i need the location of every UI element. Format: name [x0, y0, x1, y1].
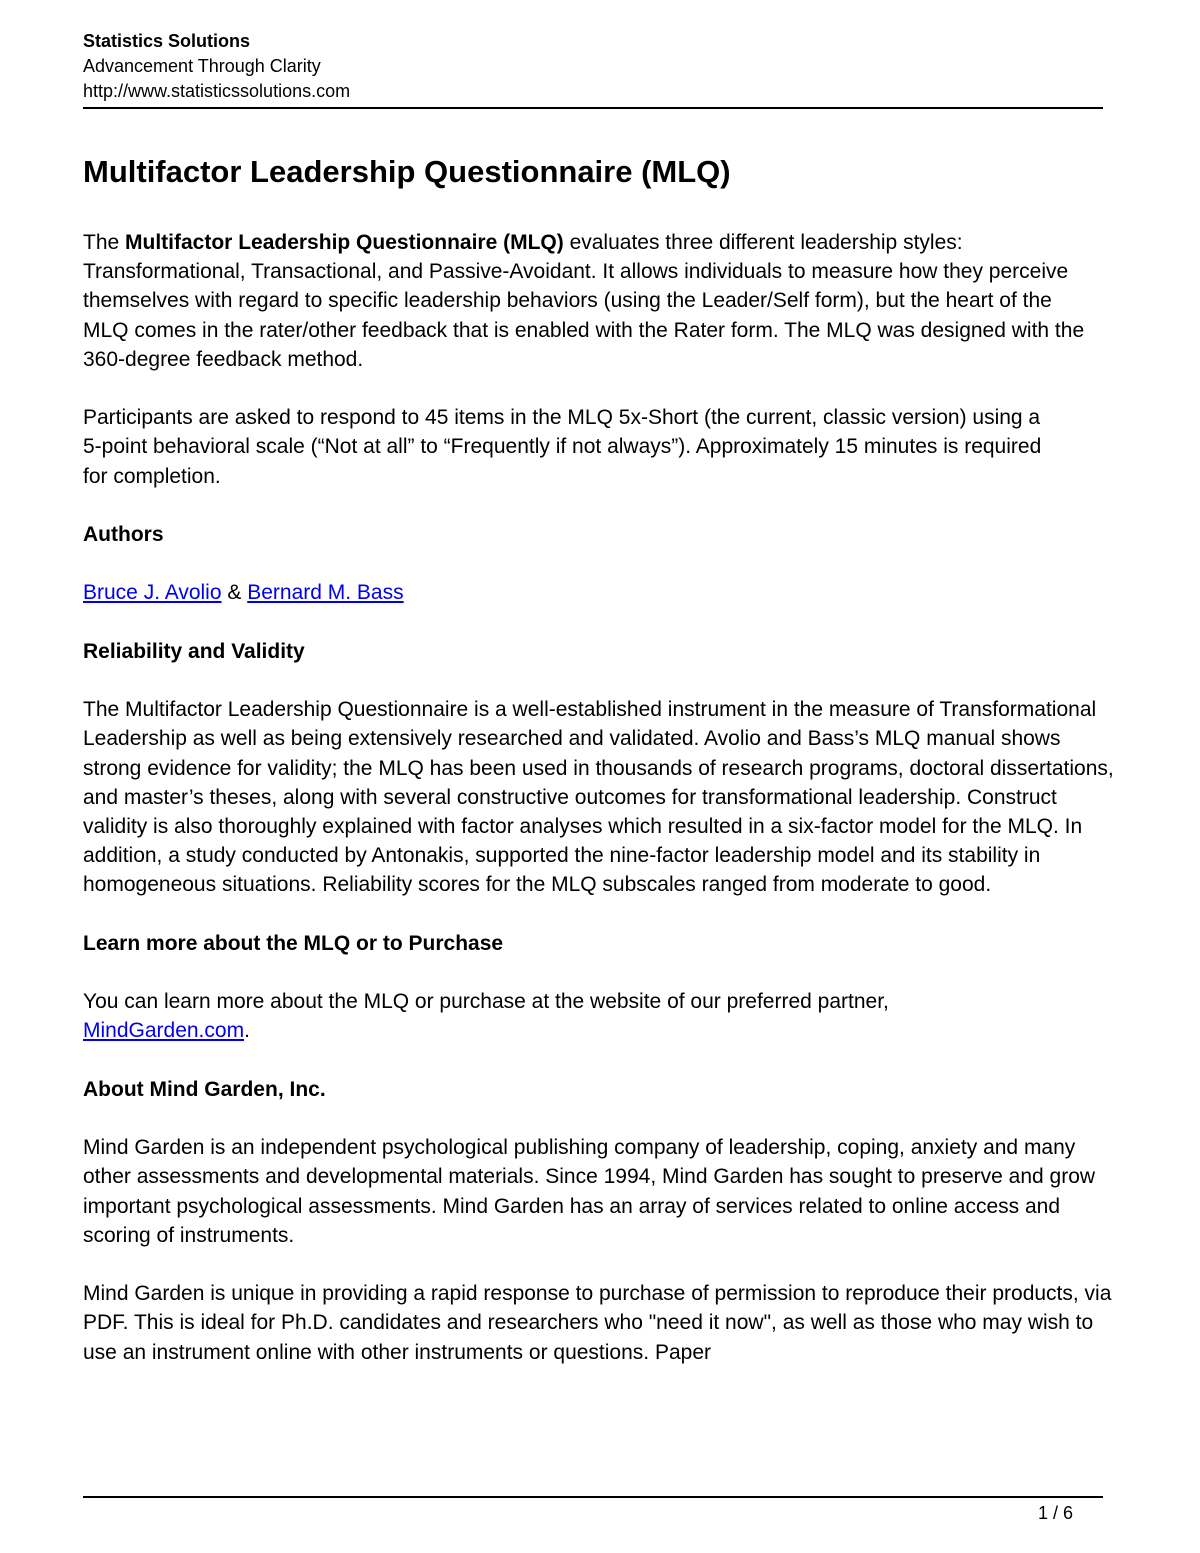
- learn-paragraph: [83, 987, 913, 1045]
- intro-rest: evaluates three different leadership styles: Transformational, Transactional, and Passive-Avoidant. It allows individuals to measure how they perceive themselves with regard to specific leadership behaviors (using the Leader/Self form), but the heart of the MLQ comes in the rater/other feedback that is enabled with the Rater form. The MLQ was designed with the 360-degree feedback method.: [83, 231, 1085, 371]
- header-divider: [83, 107, 1103, 109]
- intro-paragraph: [83, 228, 1103, 374]
- article-title: Multifactor Leadership Questionnaire (MLQ): [83, 154, 731, 189]
- authors-heading: Authors: [83, 523, 164, 546]
- reliability-paragraph: The Multifactor Leadership Questionnaire is a well-established instrument in the measure of Transformational Leadership as well as being extensively researched and validated. Avolio and Bass’s MLQ manual shows strong evidence for validity; the MLQ has been used in thousands of research programs, doctoral dissertations, and master’s theses, along with several constructive outcomes for transformational leadership. Construct validity is also thoroughly explained with factor analyses which resulted in a six-factor model for the MLQ. In addition, a study conducted by Antonakis, supported the nine-factor leadership model and its stability in homogeneous situations. Reliability scores for the MLQ subscales ranged from moderate to good.: [83, 698, 1114, 897]
- site-url: http://www.statisticssolutions.com: [83, 81, 351, 101]
- reliability-heading: Reliability and Validity: [83, 639, 305, 663]
- document-page: [83, 0, 1114, 1553]
- page-number: 1 / 6: [1037, 1503, 1073, 1523]
- author-link-avolio[interactable]: Bruce J. Avolio: [83, 581, 222, 605]
- authors-line: [83, 578, 1123, 607]
- learn-end: .: [244, 1019, 250, 1043]
- learn-heading: Learn more about the MLQ or to Purchase: [83, 931, 504, 955]
- learn-text: You can learn more about the MLQ or purchase at the website of our preferred partner,: [83, 990, 889, 1014]
- footer-divider: [83, 1496, 1103, 1498]
- intro-bold-term: Multifactor Leadership Questionnaire (MLQ): [125, 231, 564, 254]
- site-tagline: Advancement Through Clarity: [83, 56, 321, 76]
- about-heading: About Mind Garden, Inc.: [83, 1077, 326, 1101]
- site-name: Statistics Solutions: [83, 31, 251, 51]
- author-link-bass[interactable]: Bernard M. Bass: [247, 581, 404, 605]
- intro-lead: The: [83, 231, 126, 254]
- mindgarden-link[interactable]: MindGarden.com: [83, 1019, 245, 1043]
- about-paragraph-1: Mind Garden is an independent psychological publishing company of leadership, coping, anxiety and many other assessments and developmental materials. Since 1994, Mind Garden has sought to preserve and grow important psychological assessments. Mind Garden has an array of services related to online access and scoring of instruments.: [83, 1136, 1096, 1247]
- authors-separator: &: [221, 581, 248, 605]
- participants-paragraph: Participants are asked to respond to 45 items in the MLQ 5x-Short (the current, classic version) using a 5-point behavioral scale (“Not at all” to “Frequently if not always”). Approximately 15 minutes is required for completion.: [83, 406, 1042, 488]
- page-header: [83, 29, 1103, 104]
- article-body: [83, 152, 1123, 1367]
- about-paragraph-2: Mind Garden is unique in providing a rapid response to purchase of permission to reproduce their products, via PDF. This is ideal for Ph.D. candidates and researchers who "need it now", as well as those who may wish to use an instrument online with other instruments or questions. Paper: [83, 1282, 1112, 1364]
